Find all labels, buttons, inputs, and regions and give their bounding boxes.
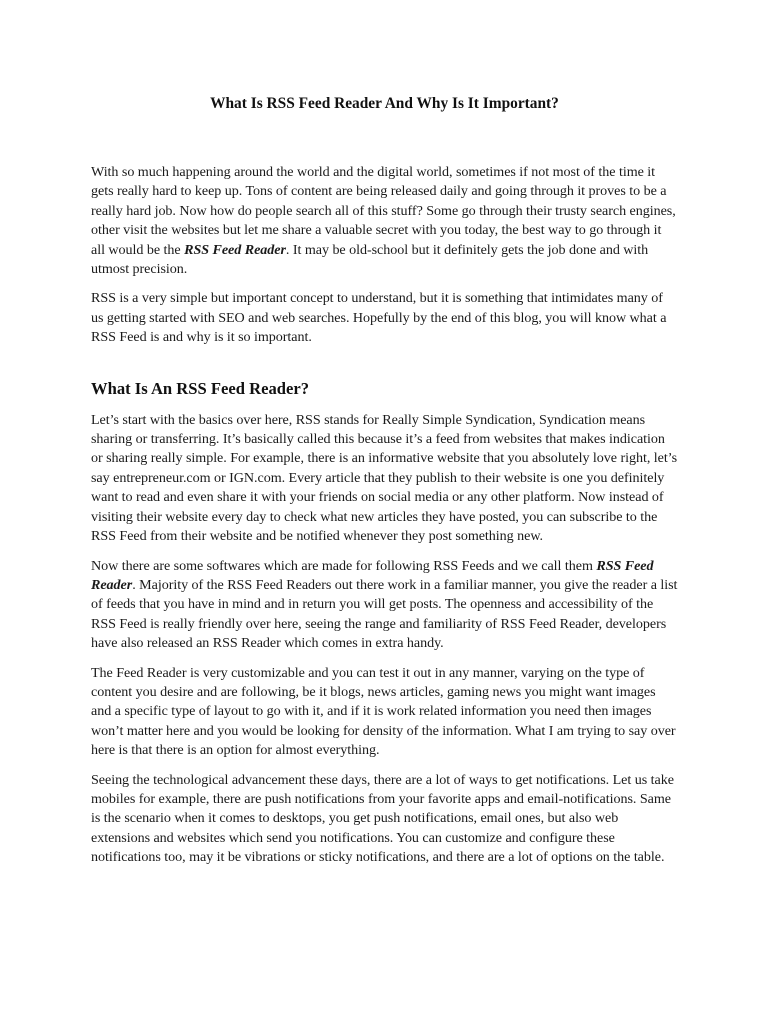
intro-p1-text-after: . It may be old-school but it definitely gets the job done and with utmost precision. (91, 241, 649, 278)
section-p2-emphasis: RSS Feed Reader (91, 557, 654, 593)
intro-paragraph-1 (91, 163, 678, 279)
intro-section (91, 163, 678, 348)
intro-p1-emphasis: RSS Feed Reader (184, 241, 286, 258)
intro-p1-text-before: With so much happening around the world and the digital world, sometimes if not most of the time it gets really hard to keep up. Tons of content are being released daily and going through it proves to be a really hard job. Now how do people search all of this stuff? Some go through their trusty search engines, other visit the websites but let me share a valuable secret with you today, the best way to go through it all would be the (91, 164, 676, 258)
section-p2-text-after: . Majority of the RSS Feed Readers out there work in a familiar manner, you give the reader a list of feeds that you have in mind and in return you will get posts. The openness and accessibility of the RSS Feed is really friendly over here, seeing the range and familiarity of RSS Feed Reader, developers have also released an RSS Reader which comes in extra handy. (91, 576, 678, 652)
document-title: What Is RSS Feed Reader And Why Is It Important? (210, 95, 559, 112)
section-paragraph-4: Seeing the technological advancement these days, there are a lot of ways to get notifications. Let us take mobiles for example, there are push notifications from your favorite apps and email-notifications. Same is the scenario when it comes to desktops, you get push notifications, email ones, but also web extensions and websites which send you notifications. You can customize and configure these notifications too, may it be vibrations or sticky notifications, and there are a lot of options on the table. (91, 771, 674, 866)
section-p2-text-before: Now there are some softwares which are made for following RSS Feeds and we call them (91, 557, 597, 574)
intro-paragraph-2: RSS is a very simple but important concept to understand, but it is something that intimidates many of us getting started with SEO and web searches. Hopefully by the end of this blog, you will know what a RSS Feed is and why is it so important. (91, 290, 667, 346)
section-heading: What Is An RSS Feed Reader? (91, 378, 310, 398)
section-paragraph-1: Let’s start with the basics over here, RSS stands for Really Simple Syndication, Syndication means sharing or transferring. It’s basically called this because it’s a feed from websites that makes indication or sharing really simple. For example, there is an informative website that you absolutely love right, let’s say entrepreneur.com or IGN.com. Every article that they publish to their website is one you definitely want to read and even share it with your friends on social media or any other platform. Now instead of visiting their website every day to check what new articles they have posted, you can subscribe to the RSS Feed from their website and be notified whenever they post something new. (91, 411, 678, 545)
section-paragraph-2 (91, 557, 678, 654)
section-paragraph-3: The Feed Reader is very customizable and you can test it out in any manner, varying on the type of content you desire and are following, be it blogs, news articles, gaming news you might want images and a specific type of layout to go with it, and if it is work related information you need then images won’t matter here and you would be looking for density of the information. What I am trying to say over here is that there is an option for almost everything. (91, 664, 676, 759)
